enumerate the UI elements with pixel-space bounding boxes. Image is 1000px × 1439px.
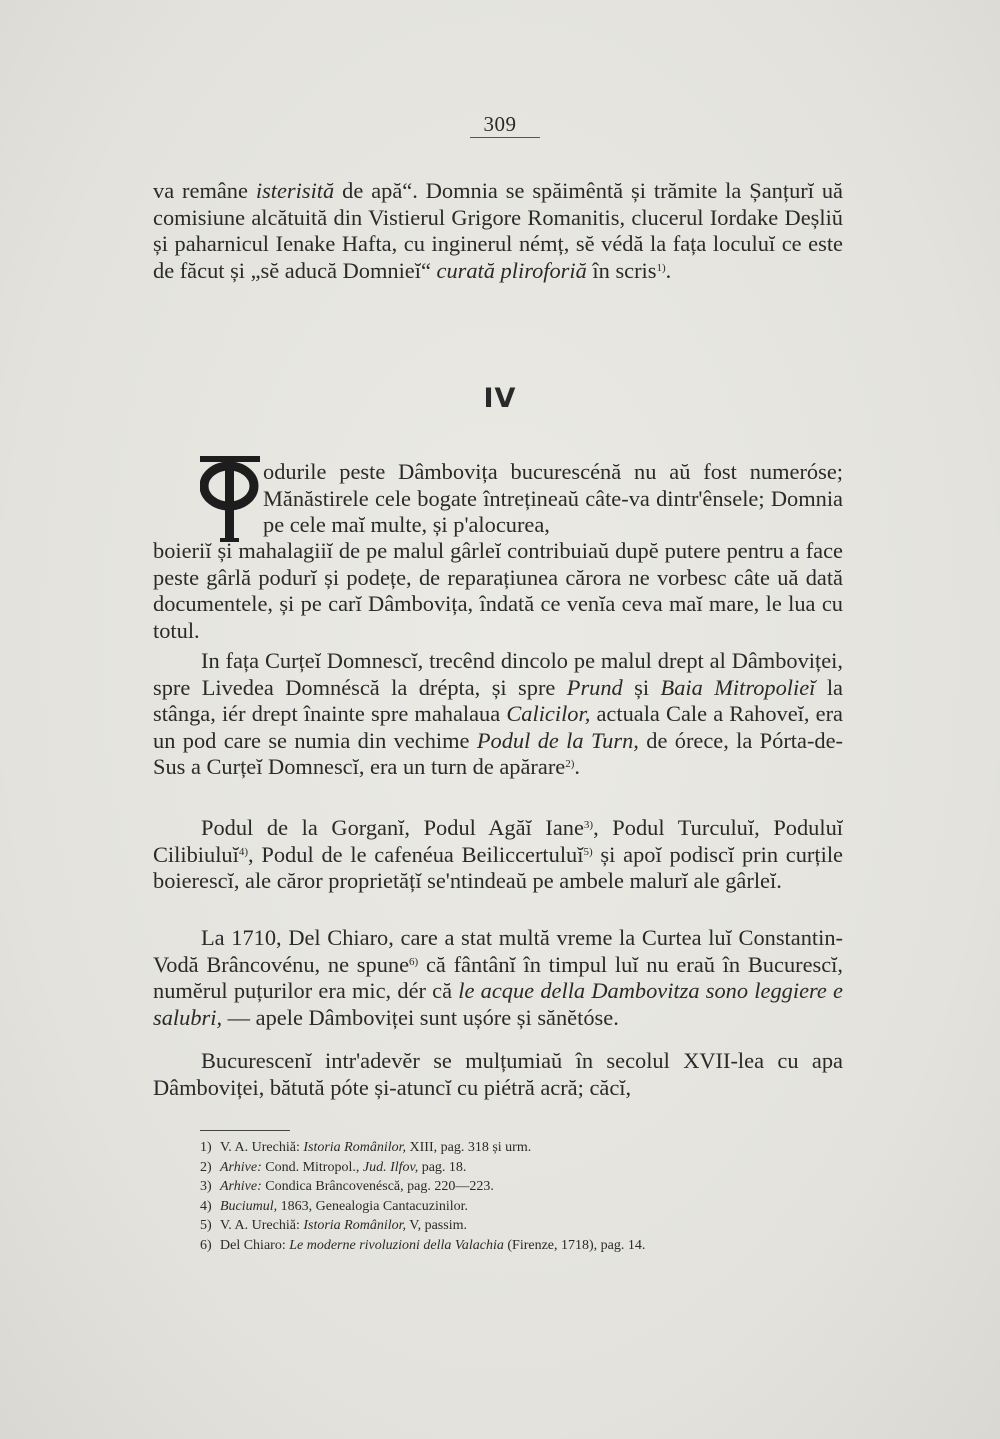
ornate-dropcap-p xyxy=(200,452,260,544)
footnote xyxy=(200,1138,820,1158)
text-run: Condica Brâncovenéscă, pag. 220—223. xyxy=(261,1179,494,1194)
italic-run: Calicilor, xyxy=(506,701,591,726)
paragraph-2-continuation: boieriĭ și mahalagiiĭ de pe malul gârleĭ contribuiaŭ dupĕ putere pentru a face peste gârlă podurĭ și podețe, de reparațiunea cărora ne vorbesc câte uă dată documentele, și pe carĭ Dâmbovița, îndată ce venĭa ceva maĭ mare, le lua cu totul. xyxy=(153,538,843,643)
italic-run: Le moderne rivoluzioni della Valachia xyxy=(289,1237,504,1253)
text-run: va remâne xyxy=(153,178,256,203)
page-number-rule xyxy=(470,137,540,138)
paragraph-1 xyxy=(153,178,843,284)
text-run: V. A. Urechiă: xyxy=(220,1218,304,1233)
footnote-rule xyxy=(200,1130,290,1131)
paragraph-2-opening: odurile peste Dâmbovița bucurescénă nu aŭ fost numeróse; Mănăstirele cele bogate întrețineaŭ câte-va dintr'ênsele; Domnia pe cele maĭ multe, și p'alocurea, xyxy=(263,459,843,537)
footnote xyxy=(200,1158,820,1178)
footnote-number: 6) xyxy=(200,1237,212,1253)
text-run: pag. 18. xyxy=(418,1159,467,1175)
footnote-ref: 6) xyxy=(409,955,419,968)
footnote-ref: 1) xyxy=(656,261,666,274)
text-run: . xyxy=(665,257,672,283)
italic-run: Istoria Românilor, xyxy=(303,1140,407,1155)
footnote-ref: 2) xyxy=(565,758,575,770)
text-run: V, passim. xyxy=(406,1218,467,1233)
text-run: în scris xyxy=(586,257,657,283)
italic-run: Buciumul, xyxy=(220,1198,278,1214)
italic-run: Baia Mitropolieĭ xyxy=(660,674,816,700)
footnote-number: 3) xyxy=(200,1179,212,1194)
text-run: la stânga, iér drept înainte spre mahalaua xyxy=(153,674,843,726)
footnote-number: 4) xyxy=(200,1198,212,1214)
text-run: , Podul de le cafenéua Beiliccertuluĭ xyxy=(248,841,584,867)
italic-run: Arhive: xyxy=(220,1179,262,1194)
text-run: V. A. Urechiă: xyxy=(220,1140,304,1155)
text-run: Cond. Mitropol., xyxy=(261,1159,363,1175)
text-run: că fântânĭ în timpul luĭ nu eraŭ în Bucurescĭ, numĕrul puțurilor era mic, dér că xyxy=(153,951,844,1003)
text-run: actuala Cale a Rahoveĭ, era un pod care se numia din vechime xyxy=(153,701,843,753)
paragraph-6: Bucurescenĭ intr'adevĕr se mulțumiaŭ în secolul XVII-lea cu apa Dâmboviței, bătută póte și-atuncĭ cu piétră acră; căcĭ, xyxy=(153,1048,843,1100)
text-run: 1863, Genealogia Cantacuzinilor. xyxy=(277,1198,469,1214)
section-heading: IV xyxy=(483,383,517,414)
footnote-number: 2) xyxy=(200,1159,212,1175)
italic-run: le acque della Dambovitza sono leggiere e salubri, xyxy=(153,978,843,1030)
page-number: 309 xyxy=(483,112,517,136)
text-run: Podul de la Gorganĭ, Podul Agăĭ Iane xyxy=(201,815,584,840)
text-run: de órece, la Pórta-de-Sus a Curțeĭ Domnescĭ, era un turn de apărare xyxy=(153,727,843,779)
text-run: , Podul Turculuĭ, Poduluĭ Cilibiuluĭ xyxy=(153,815,843,867)
text-run: XIII, pag. 318 și urm. xyxy=(406,1140,532,1155)
footnote xyxy=(200,1177,820,1197)
footnote xyxy=(200,1197,820,1217)
italic-run: isterisită xyxy=(255,178,335,203)
text-run: . xyxy=(574,754,580,779)
footnote-number: 1) xyxy=(200,1140,212,1155)
paragraph-5 xyxy=(153,925,843,1031)
italic-run: Podul de la Turn, xyxy=(476,727,639,753)
text-run: de apă“. Domnia se spăimêntă și trămite la Șanțurĭ uă comisiune alcătuită din Vistierul Grigore Romanitis, clucerul Iordake Deșliŭ și paharnicul Ienake Hafta, cu inginerul némț, sĕ védă la fața loculuĭ ce este de făcut și „sĕ aducă Domnieĭ“ xyxy=(153,178,843,283)
footnote-ref: 4) xyxy=(238,845,249,858)
paragraph-4 xyxy=(153,815,843,895)
footnote-number: 5) xyxy=(200,1218,212,1233)
footnotes xyxy=(200,1138,820,1255)
text-run: și apoĭ podiscĭ prin curțile boierescĭ, ale căror proprietățĭ se'ntindeaŭ pe ambele malurĭ ale gârleĭ. xyxy=(153,841,843,893)
text-run: Del Chiaro: xyxy=(220,1237,290,1253)
footnote-ref: 5) xyxy=(583,845,593,858)
footnote xyxy=(200,1216,820,1236)
footnote-ref: 3) xyxy=(583,819,594,831)
text-run: și xyxy=(622,674,661,700)
italic-run: Arhive: xyxy=(220,1159,262,1175)
italic-run: Istoria Românilor, xyxy=(303,1218,407,1233)
text-run: La 1710, Del Chiaro, care a stat multă vreme la Curtea luĭ Constantin-Vodă Brâncovénu, ne spune xyxy=(153,925,843,977)
paragraph-3 xyxy=(153,648,843,781)
italic-run: curată pliroforiă xyxy=(436,257,587,283)
text-run: In fața Curțeĭ Domnescĭ, trecênd dincolo pe malul drept al Dâmboviței, spre Livedea Domnéscă la drépta, și spre xyxy=(153,648,843,700)
text-run: (Firenze, 1718), pag. 14. xyxy=(503,1237,646,1253)
italic-run: Jud. Ilfov, xyxy=(362,1159,419,1175)
italic-run: Prund xyxy=(566,674,623,700)
text-run: — apele Dâmboviței sunt ușóre și sănĕtóse. xyxy=(222,1004,619,1030)
footnote xyxy=(200,1236,820,1256)
